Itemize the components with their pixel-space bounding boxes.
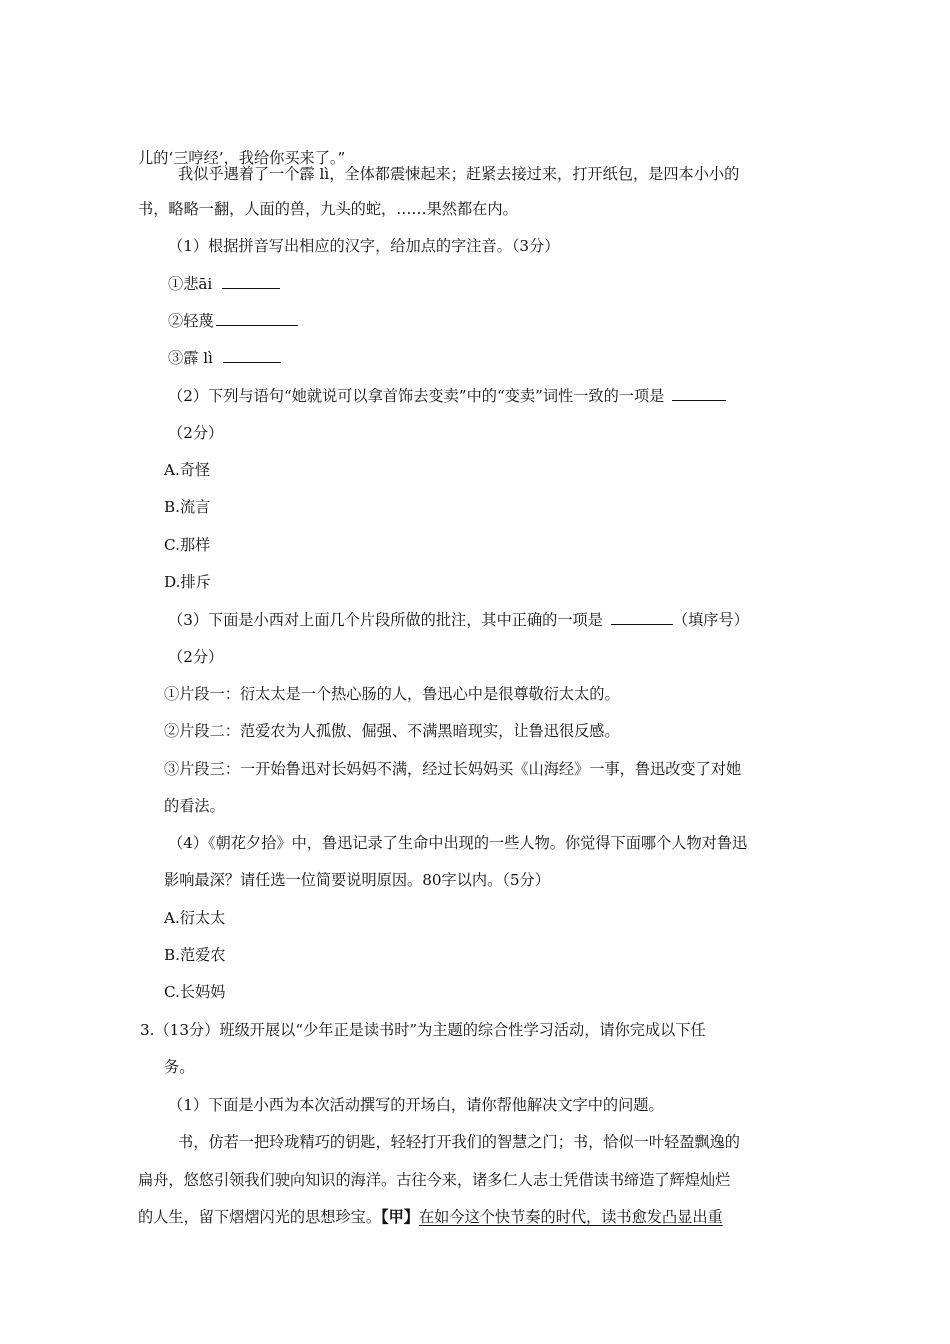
question-4: （4）《朝花夕拾》中，鲁迅记录了生命中出现的一些人物。你觉得下面哪个人物对鲁迅 — [168, 834, 748, 852]
question-1-item-c — [168, 348, 281, 368]
question-1: （1）根据拼音写出相应的汉字，给加点的字注音。（3分） — [168, 237, 560, 255]
option-b: B.范爱农 — [164, 946, 226, 964]
option-a: A.奇怪 — [164, 461, 211, 479]
paragraph-line — [138, 1207, 723, 1227]
question-text: （2）下列与语句“她就说可以拿首饰去变卖”中的“变卖”词性一致的一项是 — [168, 387, 665, 405]
option-c: C.长妈妈 — [164, 983, 226, 1001]
option-d: D.排斥 — [164, 573, 211, 591]
question-4-cont: 影响最深？请任选一位简要说明原因。80字以内。（5分） — [164, 871, 550, 889]
option-3-cont: 的看法。 — [164, 797, 225, 815]
problem-3-cont: 务。 — [164, 1058, 195, 1076]
option-a: A.衍太太 — [164, 909, 226, 927]
answer-blank[interactable] — [222, 274, 280, 289]
text-line: 儿的‘三哼经’，我给你买来了。” — [138, 149, 346, 167]
answer-blank[interactable] — [223, 348, 281, 363]
problem-3: 3.（13分）班级开展以“少年正是读书时”为主题的综合性学习活动，请你完成以下任 — [140, 1021, 706, 1039]
paragraph-line: 扁舟，悠悠引领我们驶向知识的海洋。古往今来，诸多仁人志士凭借读书缔造了辉煌灿烂 — [138, 1171, 731, 1189]
text-line: 我似乎遇着了一个霹 lì，全体都震悚起来；赶紧去接过来，打开纸包，是四本小小的 — [178, 165, 740, 183]
score-note: （2分） — [168, 648, 224, 666]
option-b: B.流言 — [164, 498, 211, 516]
problem-3-question-1: （1）下面是小西为本次活动撰写的开场白，请你帮他解决文字中的问题。 — [168, 1096, 664, 1114]
answer-blank[interactable] — [611, 610, 673, 625]
question-2 — [168, 386, 726, 406]
answer-blank[interactable] — [672, 386, 726, 401]
question-hint: （填序号） — [672, 611, 749, 629]
item-text: ③霹 lì — [168, 349, 213, 367]
score-note: （2分） — [168, 424, 224, 442]
marker-jia: 【甲】 — [381, 1208, 419, 1226]
question-1-item-b — [168, 311, 298, 331]
option-2: ②片段二：范爱农为人孤傲、倔强、不满黑暗现实，让鲁迅很反感。 — [164, 722, 620, 740]
option-1: ①片段一：衍太太是一个热心肠的人，鲁迅心中是很尊敬衍太太的。 — [164, 685, 620, 703]
question-3 — [168, 610, 749, 630]
option-3: ③片段三：一开始鲁迅对长妈妈不满，经过长妈妈买《山海经》一事，鲁迅改变了对她 — [164, 760, 742, 778]
answer-blank[interactable] — [216, 311, 298, 326]
item-text: ①悲āi — [168, 275, 213, 293]
paragraph-line: 书，仿若一把玲珑精巧的钥匙，轻轻打开我们的智慧之门；书，恰似一叶轻盈飘逸的 — [178, 1133, 740, 1151]
question-text: （3）下面是小西对上面几个片段所做的批注，其中正确的一项是 — [168, 611, 603, 629]
option-c: C.那样 — [164, 536, 211, 554]
question-1-item-a — [168, 274, 280, 294]
paragraph-text: 的人生，留下熠熠闪光的思想珍宝。 — [138, 1208, 381, 1226]
item-text: ②轻蔑 — [168, 312, 214, 330]
underlined-sentence: 在如今这个快节奏的时代，读书愈发凸显出重 — [418, 1208, 723, 1226]
text-line: 书，略略一翻，人面的兽，九头的蛇，……果然都在内。 — [138, 200, 518, 218]
